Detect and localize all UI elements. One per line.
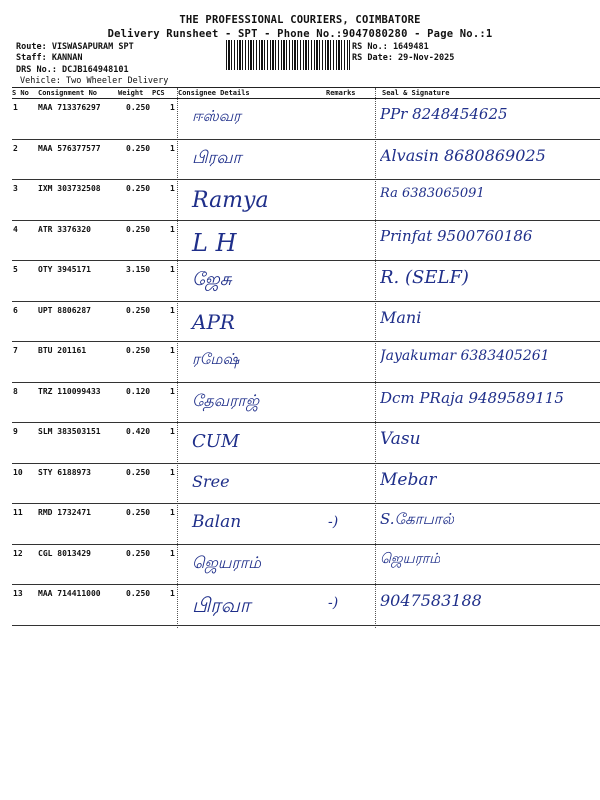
row-pcs: 1 <box>170 305 175 315</box>
row-consignee-handwriting: ஜேசு <box>192 269 232 290</box>
row-consignment-no: MAA 713376297 <box>38 103 101 112</box>
row-divider <box>12 422 600 423</box>
row-consignee-handwriting: ஈஸ்வர <box>192 107 241 125</box>
row-consignment-no: MAA 714411000 <box>38 589 101 598</box>
row-pcs: 1 <box>170 265 175 274</box>
row-signature-handwriting: Mani <box>380 307 422 327</box>
row-sno: 10 <box>13 467 23 477</box>
row-pcs: 1 <box>170 143 175 153</box>
row-pcs: 1 <box>170 224 175 234</box>
row-sno: 11 <box>13 508 23 517</box>
row-signature-handwriting: ஜெயராம் <box>380 550 441 567</box>
row-remarks-handwriting: -) <box>328 514 339 530</box>
runsheet-subtitle: Delivery Runsheet - SPT - Phone No.:9047080280 - Page No.:1 <box>107 28 493 40</box>
row-pcs: 1 <box>170 467 175 477</box>
route-label: Route: VISWASAPURAM SPT <box>16 42 134 52</box>
row-pcs: 1 <box>170 508 175 517</box>
row-weight: 0.250 <box>126 103 151 112</box>
row-pcs: 1 <box>170 548 175 558</box>
row-weight: 0.250 <box>126 224 151 234</box>
row-signature-handwriting: R. (SELF) <box>380 267 469 288</box>
row-consignment-no: ATR 3376320 <box>38 224 91 234</box>
col-sno: S No <box>12 89 29 97</box>
header-top-rule <box>12 87 600 88</box>
barcode <box>226 40 350 70</box>
row-consignee-handwriting: Ramya <box>192 188 269 213</box>
rs-number: RS No.: 1649481 <box>352 42 429 52</box>
row-divider <box>12 260 600 261</box>
row-remarks-handwriting: -) <box>328 595 339 611</box>
row-consignment-no: TRZ 110099433 <box>38 386 101 396</box>
staff-label: Staff: KANNAN <box>16 53 83 63</box>
row-consignee-handwriting: பிரவா <box>192 593 251 617</box>
row-divider <box>12 463 600 464</box>
row-consignee-handwriting: ஜெயராம் <box>192 552 262 572</box>
row-signature-handwriting: Alvasin 8680869025 <box>380 145 546 165</box>
rs-date: RS Date: 29-Nov-2025 <box>352 53 455 63</box>
row-weight: 0.250 <box>126 548 151 558</box>
row-divider <box>12 625 600 626</box>
row-sno: 6 <box>13 305 18 315</box>
row-consignee-handwriting: CUM <box>192 431 240 452</box>
row-consignee-handwriting: தேவராஜ் <box>192 390 260 410</box>
row-consignee-handwriting: Sree <box>192 471 230 491</box>
header-bottom-rule <box>12 98 600 99</box>
col-consignment: Consignment No <box>38 89 98 97</box>
row-signature-handwriting: Dcm PRaja 9489589115 <box>380 388 564 407</box>
row-consignment-no: SLM 383503151 <box>38 427 101 436</box>
row-consignment-no: IXM 303732508 <box>38 184 101 193</box>
row-pcs: 1 <box>170 103 175 112</box>
row-divider <box>12 220 600 221</box>
row-consignment-no: UPT 8806287 <box>38 305 91 315</box>
col-weight: Weight <box>118 89 144 97</box>
row-signature-handwriting: Vasu <box>380 429 421 449</box>
row-divider <box>12 544 600 545</box>
row-weight: 0.250 <box>126 305 151 315</box>
row-sno: 13 <box>13 589 23 598</box>
row-sno: 1 <box>13 103 18 112</box>
row-consignment-no: MAA 576377577 <box>38 143 101 153</box>
row-sno: 7 <box>13 346 18 355</box>
row-weight: 0.250 <box>126 184 151 193</box>
row-sno: 9 <box>13 427 18 436</box>
row-consignment-no: STY 6188973 <box>38 467 91 477</box>
col-consignee: Consignee Details <box>178 89 250 97</box>
col-seal: Seal & Signature <box>382 89 450 97</box>
row-consignee-handwriting: Balan <box>192 512 242 532</box>
row-pcs: 1 <box>170 346 175 355</box>
row-consignment-no: OTY 3945171 <box>38 265 91 274</box>
row-sno: 12 <box>13 548 23 558</box>
row-consignment-no: RMD 1732471 <box>38 508 91 517</box>
row-consignee-handwriting: பிரவா <box>192 147 242 168</box>
runsheet-title: THE PROFESSIONAL COURIERS, COIMBATORE <box>179 14 421 26</box>
row-consignment-no: CGL 8013429 <box>38 548 91 558</box>
row-sno: 4 <box>13 224 18 234</box>
col-pcs: PCS <box>152 89 165 97</box>
row-consignment-no: BTU 201161 <box>38 346 87 355</box>
row-signature-handwriting: S.கோபால் <box>380 510 455 528</box>
row-sno: 2 <box>13 143 18 153</box>
vehicle-label: Vehicle: Two Wheeler Delivery <box>20 76 169 86</box>
row-divider <box>12 382 600 383</box>
row-signature-handwriting: Mebar <box>380 469 437 490</box>
row-signature-handwriting: 9047583188 <box>380 591 482 610</box>
row-signature-handwriting: Ra 6383065091 <box>380 186 485 201</box>
row-weight: 0.420 <box>126 427 151 436</box>
row-divider <box>12 179 600 180</box>
row-signature-handwriting: PPr 8248454625 <box>380 105 508 123</box>
row-pcs: 1 <box>170 184 175 193</box>
row-weight: 0.250 <box>126 589 151 598</box>
row-consignee-handwriting: ரமேஷ் <box>192 350 240 368</box>
col-divider <box>177 88 178 628</box>
row-divider <box>12 584 600 585</box>
col-divider <box>375 88 376 628</box>
row-divider <box>12 341 600 342</box>
row-weight: 0.120 <box>126 386 151 396</box>
row-divider <box>12 503 600 504</box>
col-remarks: Remarks <box>326 89 356 97</box>
row-sno: 3 <box>13 184 18 193</box>
row-weight: 0.250 <box>126 467 151 477</box>
row-signature-handwriting: Prinfat 9500760186 <box>380 226 533 245</box>
row-divider <box>12 139 600 140</box>
row-divider <box>12 301 600 302</box>
row-sno: 8 <box>13 386 18 396</box>
row-sno: 5 <box>13 265 18 274</box>
row-consignee-handwriting: L H <box>192 228 237 257</box>
row-consignee-handwriting: APR <box>192 309 235 334</box>
row-weight: 0.250 <box>126 508 151 517</box>
row-pcs: 1 <box>170 427 175 436</box>
row-weight: 0.250 <box>126 346 151 355</box>
row-weight: 3.150 <box>126 265 151 274</box>
row-pcs: 1 <box>170 589 175 598</box>
row-pcs: 1 <box>170 386 175 396</box>
row-signature-handwriting: Jayakumar 6383405261 <box>380 348 550 364</box>
row-weight: 0.250 <box>126 143 151 153</box>
drs-label: DRS No.: DCJB164948101 <box>16 65 129 75</box>
